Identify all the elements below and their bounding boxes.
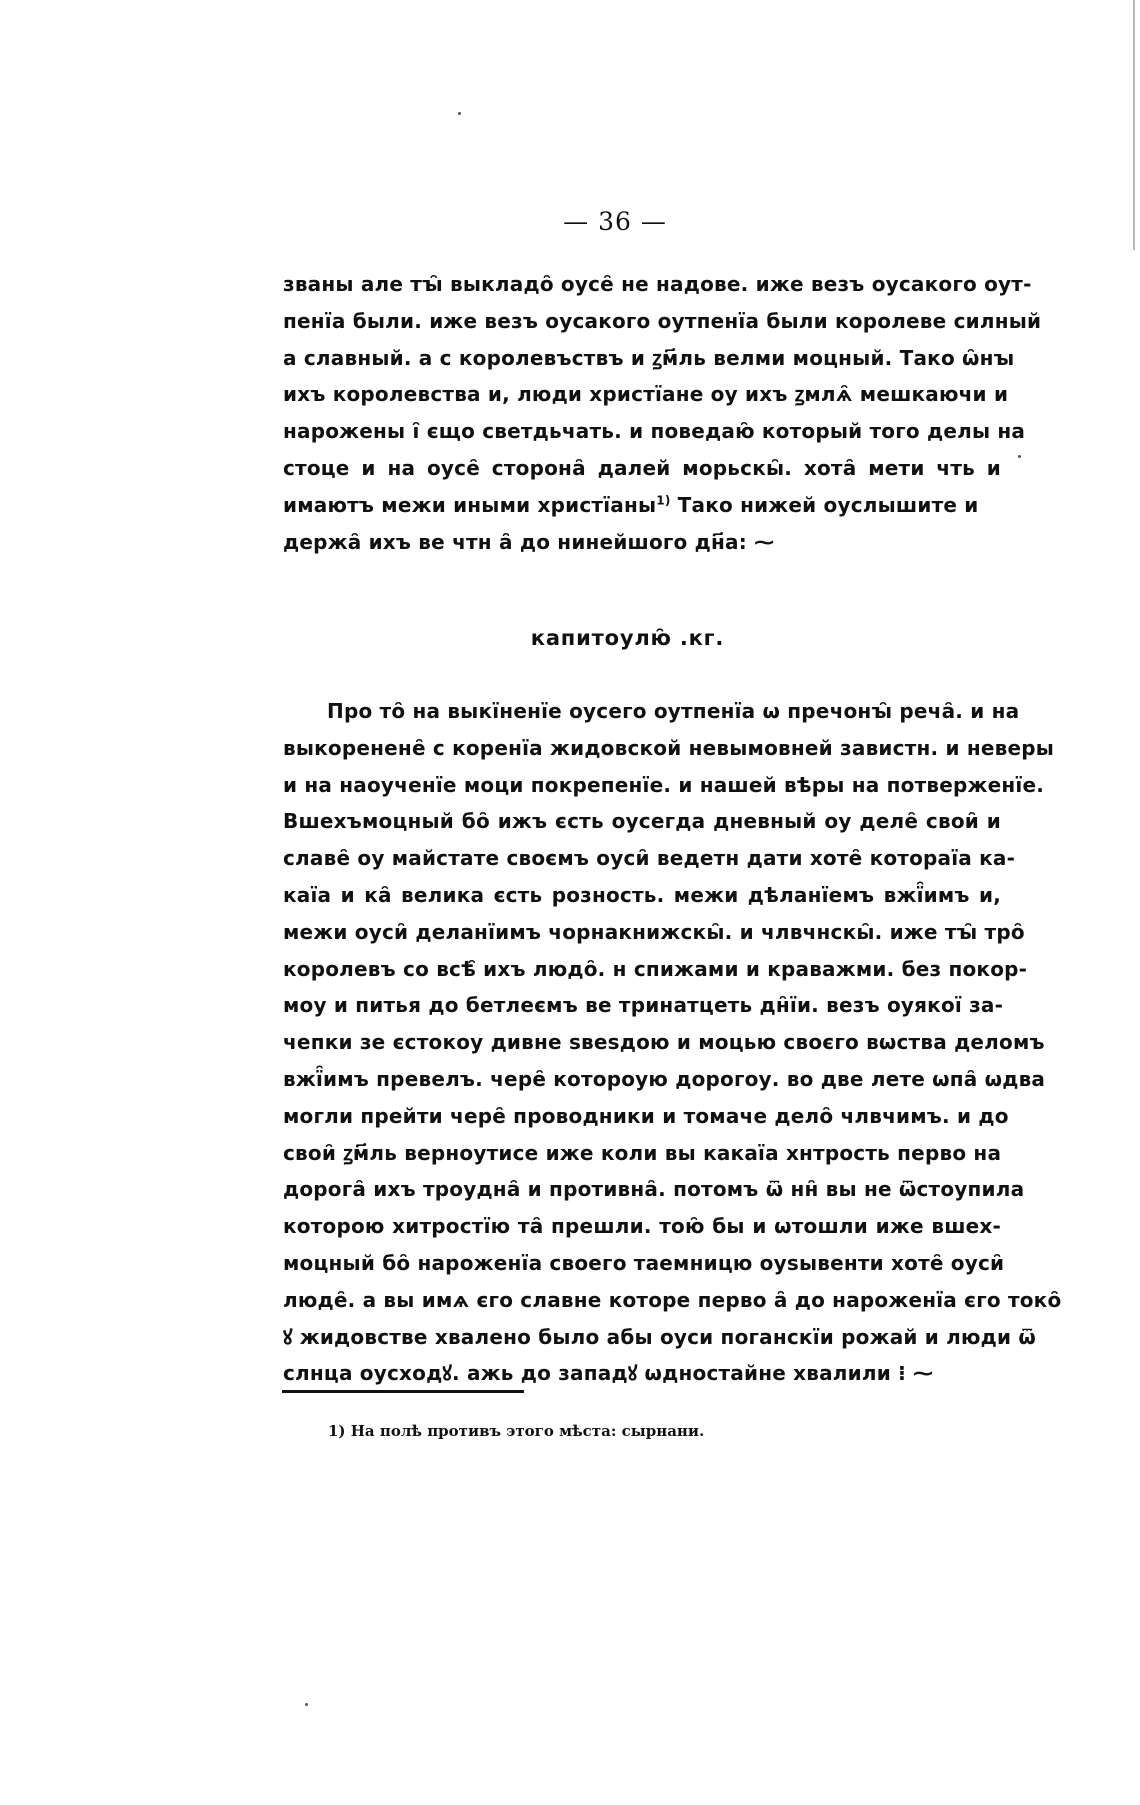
- scan-speck: [1018, 455, 1021, 458]
- scan-speck: [458, 112, 461, 115]
- footnote-reference[interactable]: 1): [656, 493, 671, 508]
- text-line: свои̑ ꙁм҃ль верноутисе иже коли вы какаїа хнтрость перво на: [283, 1140, 1002, 1165]
- text-line: выкоренене̑ с коренїа жидовской невымовней завистн. и неверы: [283, 735, 1055, 760]
- text-line: чепки зе єстокоу дивне ѕвеѕдою и моцью своєго вѡства деломъ: [283, 1030, 1045, 1055]
- text-line-with-note: [283, 487, 1001, 524]
- text-segment: имаютъ межи иными христїаны: [283, 492, 657, 517]
- text-line: королевъ со всѣ̑ ихъ людо̑. н спижами и краважми. без покор-: [283, 956, 1028, 981]
- text-line: моу и питья до бетлеємъ ве тринатцеть дн̑їи. везъ оуякої за-: [283, 993, 1004, 1018]
- text-line: слнца оусходꙋ. ажь до западꙋ ѡдностайне хвалили ⁝ ⁓: [283, 1361, 934, 1386]
- text-line: стоце и на оусе̑ сторона̑ далей морьскы̑. хота̑ мети чть и: [283, 455, 1001, 480]
- footnote-divider: [282, 1390, 524, 1393]
- text-line: могли прейти чере̑ проводники и томаче дело̑ члвчимъ. и до: [283, 1103, 1009, 1128]
- text-line: [283, 524, 1001, 561]
- scan-speck: [305, 1703, 308, 1706]
- text-line: пенїа были. иже везъ оусакого оутпенїа были королеве силный: [283, 308, 1042, 333]
- chapter-heading: капитоулю̑ .кг.: [530, 626, 725, 650]
- text-line: моцный бо̑ нароженїа своего таемницю оуѕывенти хоте̑ оуси̑: [283, 1250, 1005, 1275]
- paragraph-2: [283, 693, 1062, 1392]
- text-segment: Тако нижей оуслышите и: [670, 492, 979, 517]
- text-line: межи оуси̑ деланїимъ чорнакнижскы̑. и члвчнскы̑. иже тꙑ̑ тро̑: [283, 919, 1025, 944]
- text-line: дорога̑ ихъ троудна̑ и противна̑. потомъ ѿ нн̑ вы не ѿстоупила: [283, 1177, 1025, 1202]
- text-line: ꙋ жидовстве хвалено было абы оуси поганскїи рожай и люди ѿ: [283, 1324, 1036, 1349]
- text-line: которою хитростїю та̑ прешли. тою̑ бы и ѡтошли иже вшех-: [283, 1214, 1001, 1239]
- page-number: — 36 —: [563, 207, 667, 236]
- text-line: Вшехъмоцный бо̑ ижъ єсть оусегда дневный оу деле̑ свои̑ и: [283, 809, 1001, 834]
- text-line: и на наоученїе моци покрепенїе. и нашей вѣры на потверженїе.: [283, 772, 1045, 797]
- text-line: вжї̑имъ превелъ. чере̑ котороую дорогоу. во две лете ѡпа̑ ѡдва: [283, 1066, 1046, 1091]
- text-line: славе̑ оу майстате своємъ оуси̑ ведетн дати хоте̑ котораїа ка-: [283, 846, 1016, 871]
- text-line: люде̑. а вы имѧ єго славне которе перво а̑ до нароженїа єго токо̑: [283, 1287, 1062, 1312]
- text-line: а славный. а с королевъствъ и ꙁм҃ль велми моцный. Тако ѡ̑нꙑ: [283, 345, 1015, 370]
- end-mark: ⁓: [754, 529, 775, 554]
- text-line: нарожены і̑ єщо светдьчать. и поведаю̑ который того делы на: [283, 419, 1026, 444]
- footnote-text: 1) На полѣ противъ этого мѣста: сырнани.: [328, 1422, 705, 1440]
- text-line: Про то̑ на выкїненїе оусего оутпенїа ѡ пречонꙑ̑ реча̑. и на: [327, 699, 1020, 723]
- text-line: званы але тꙑ̑ выкладо̑ оусе̑ не надове. иже везъ оусакого оут-: [283, 272, 1032, 296]
- text-line: ихъ королевства и, люди христїане оу ихъ ꙁмлѧ̑ мешкаючи и: [283, 382, 1009, 407]
- text-line: каїа и ка̑ велика єсть розность. межи дѣланїемъ вжї̑имъ и,: [283, 882, 1001, 907]
- paragraph-1: [283, 266, 1042, 560]
- text-segment: держа̑ ихъ ве чтн а̑ до нинейшого дн҃а:: [283, 529, 747, 554]
